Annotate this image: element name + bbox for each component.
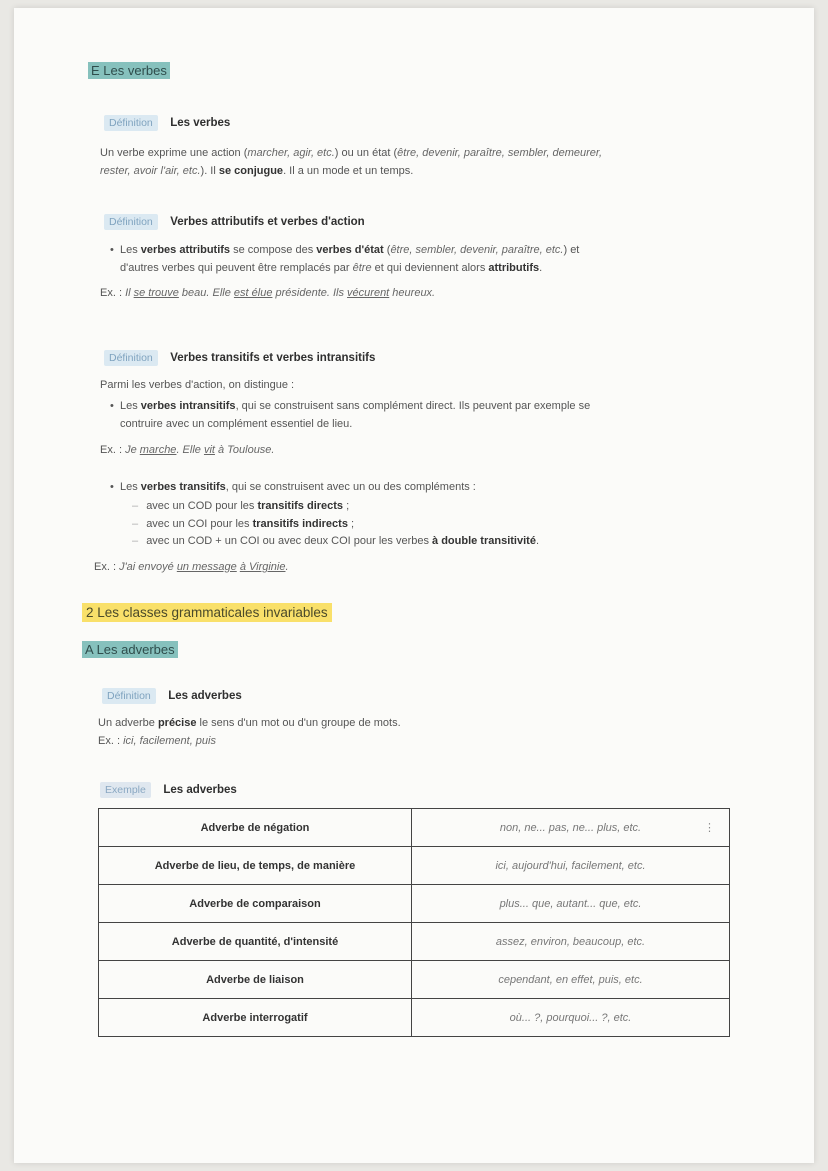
more-options-icon[interactable]: ⋮ xyxy=(704,822,715,834)
table-cell-label: Adverbe interrogatif xyxy=(99,999,412,1037)
table-row xyxy=(99,923,730,961)
definition-title: Les adverbes xyxy=(168,690,242,702)
table-cell-examples: cependant, en effet, puis, etc. xyxy=(412,961,730,999)
sub-item-double: – avec un COD + un COI ou avec deux COI pour les verbes à double transitivité. xyxy=(132,535,539,547)
table-cell-label: Adverbe de lieu, de temps, de manière xyxy=(99,847,412,885)
paragraph-verbes: Un verbe exprime une action (marcher, agir, etc.) ou un état (être, devenir, paraître, sembler, demeurer, rester, avoir l'air, etc.). Il se conjugue. Il a un mode et un temps. xyxy=(100,147,602,177)
definition-adverbes xyxy=(102,686,242,704)
section-heading-verbes: E Les verbes xyxy=(88,62,170,80)
definition-attributifs xyxy=(104,212,365,230)
example-attributifs: Ex. : Il se trouve beau. Elle est élue présidente. Ils vécurent heureux. xyxy=(100,287,436,299)
example-adverbes: Ex. : ici, facilement, puis xyxy=(98,735,216,747)
example-transitifs: Ex. : J'ai envoyé un message à Virginie. xyxy=(94,561,289,573)
table-cell-label: Adverbe de comparaison xyxy=(99,885,412,923)
table-cell-examples: plus... que, autant... que, etc. xyxy=(412,885,730,923)
table-cell-examples: assez, environ, beaucoup, etc. xyxy=(412,923,730,961)
table-cell-examples: où... ?, pourquoi... ?, etc. xyxy=(412,999,730,1037)
table-cell-label: Adverbe de négation xyxy=(99,809,412,847)
table-row xyxy=(99,847,730,885)
paragraph-adverbes: Un adverbe précise le sens d'un mot ou d'un groupe de mots. xyxy=(98,717,401,729)
exemple-title: Les adverbes xyxy=(163,784,237,796)
exemple-adverbes xyxy=(100,780,237,798)
list-item-attributifs: • Les verbes attributifs se compose des verbes d'état (être, sembler, devenir, paraître, etc.) et d'autres verbes qui peuvent être remplacés par être et qui deviennent alors attributifs. xyxy=(120,241,579,277)
table-cell-label: Adverbe de liaison xyxy=(99,961,412,999)
definition-tag: Définition xyxy=(104,350,158,366)
definition-transitifs xyxy=(104,348,375,366)
table-cell-examples: non, ne... pas, ne... plus, etc. ⋮ xyxy=(412,809,730,847)
section-heading-adverbes: A Les adverbes xyxy=(82,641,178,659)
definition-title: Verbes transitifs et verbes intransitifs xyxy=(170,352,376,364)
table-row xyxy=(99,809,730,847)
definition-tag: Définition xyxy=(104,214,158,230)
adverbs-table xyxy=(98,808,730,1037)
example-intransitifs: Ex. : Je marche. Elle vit à Toulouse. xyxy=(100,444,275,456)
definition-tag: Définition xyxy=(102,688,156,704)
list-item-transitifs: • Les verbes transitifs, qui se construisent avec un ou des compléments : xyxy=(120,478,476,496)
section-heading-classes: 2 Les classes grammaticales invariables xyxy=(82,604,332,622)
sub-item-coi: – avec un COI pour les transitifs indirects ; xyxy=(132,518,354,530)
table-row xyxy=(99,885,730,923)
definition-title: Verbes attributifs et verbes d'action xyxy=(170,216,365,228)
exemple-tag: Exemple xyxy=(100,782,151,798)
list-item-intransitifs: • Les verbes intransitifs, qui se construisent sans complément direct. Ils peuvent par exemple se contruire avec un complément essentiel de lieu. xyxy=(120,397,590,433)
document-page xyxy=(14,8,814,1163)
table-row xyxy=(99,999,730,1037)
paragraph-intro-transitifs: Parmi les verbes d'action, on distingue : xyxy=(100,379,295,391)
table-cell-examples: ici, aujourd'hui, facilement, etc. xyxy=(412,847,730,885)
definition-tag: Définition xyxy=(104,115,158,131)
definition-verbes xyxy=(104,113,230,131)
definition-title: Les verbes xyxy=(170,117,231,129)
sub-item-cod: – avec un COD pour les transitifs directs ; xyxy=(132,500,349,512)
table-row xyxy=(99,961,730,999)
table-cell-label: Adverbe de quantité, d'intensité xyxy=(99,923,412,961)
